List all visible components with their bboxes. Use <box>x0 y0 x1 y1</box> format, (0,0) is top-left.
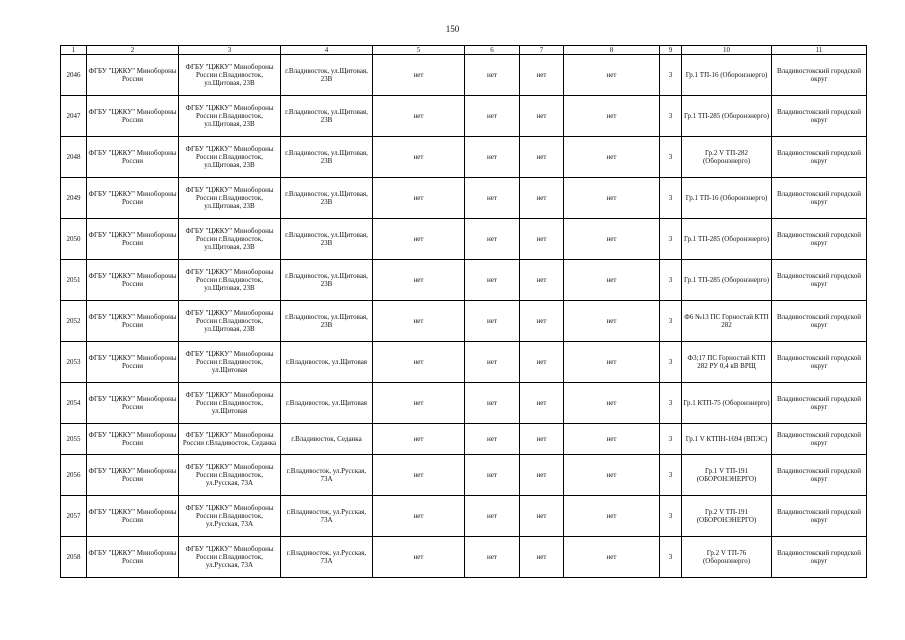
col8-cell: нет <box>564 55 660 96</box>
col7-cell: нет <box>520 537 564 578</box>
power-source-cell: Гр.2 V ТП-191 (ОБОРОНЭНЕРГО) <box>682 496 772 537</box>
col9-cell: 3 <box>660 55 682 96</box>
power-source-cell: Гр.1 ТП-285 (Оборонэнерго) <box>682 96 772 137</box>
operator-cell: ФГБУ "ЦЖКУ" Минобороны России г.Владивосток, ул.Щитовая <box>179 383 281 424</box>
table-row <box>61 496 867 537</box>
table-row <box>61 55 867 96</box>
col7-cell: нет <box>520 219 564 260</box>
col9-cell: 3 <box>660 219 682 260</box>
col6-cell: нет <box>465 496 520 537</box>
col5-cell: нет <box>373 383 465 424</box>
column-number: 4 <box>281 46 373 55</box>
col9-cell: 3 <box>660 424 682 455</box>
district-cell: Владивостокский городской округ <box>772 55 867 96</box>
column-number: 6 <box>465 46 520 55</box>
district-cell: Владивостокский городской округ <box>772 96 867 137</box>
col5-cell: нет <box>373 96 465 137</box>
row-number-cell: 2057 <box>61 496 87 537</box>
col5-cell: нет <box>373 537 465 578</box>
owner-cell: ФГБУ "ЦЖКУ" Минобороны России <box>87 496 179 537</box>
district-cell: Владивостокский городской округ <box>772 424 867 455</box>
col6-cell: нет <box>465 537 520 578</box>
col5-cell: нет <box>373 455 465 496</box>
col6-cell: нет <box>465 342 520 383</box>
column-number: 5 <box>373 46 465 55</box>
col8-cell: нет <box>564 96 660 137</box>
col5-cell: нет <box>373 219 465 260</box>
col6-cell: нет <box>465 383 520 424</box>
col9-cell: 3 <box>660 260 682 301</box>
column-number: 2 <box>87 46 179 55</box>
owner-cell: ФГБУ "ЦЖКУ" Минобороны России <box>87 342 179 383</box>
operator-cell: ФГБУ "ЦЖКУ" Минобороны России г.Владивосток, Седанка <box>179 424 281 455</box>
address-cell: г.Владивосток, ул.Щитовая, 23В <box>281 260 373 301</box>
address-cell: г.Владивосток, ул.Русская, 73А <box>281 537 373 578</box>
col8-cell: нет <box>564 137 660 178</box>
table-row <box>61 219 867 260</box>
power-source-cell: Гр.1 V ТП-191 (ОБОРОНЭНЕРГО) <box>682 455 772 496</box>
col8-cell: нет <box>564 301 660 342</box>
table-row <box>61 537 867 578</box>
operator-cell: ФГБУ "ЦЖКУ" Минобороны России г.Владивосток, ул.Русская, 73А <box>179 455 281 496</box>
table-row <box>61 424 867 455</box>
col5-cell: нет <box>373 301 465 342</box>
power-source-cell: Гр.1 ТП-16 (Оборонэнерго) <box>682 55 772 96</box>
power-source-cell: Гр.1 КТП-75 (Оборонэнерго) <box>682 383 772 424</box>
row-number-cell: 2056 <box>61 455 87 496</box>
address-cell: г.Владивосток, ул.Щитовая, 23В <box>281 178 373 219</box>
district-cell: Владивостокский городской округ <box>772 496 867 537</box>
col8-cell: нет <box>564 383 660 424</box>
district-cell: Владивостокский городской округ <box>772 537 867 578</box>
col7-cell: нет <box>520 96 564 137</box>
row-number-cell: 2055 <box>61 424 87 455</box>
col8-cell: нет <box>564 496 660 537</box>
column-number: 3 <box>179 46 281 55</box>
col5-cell: нет <box>373 55 465 96</box>
col5-cell: нет <box>373 260 465 301</box>
col8-cell: нет <box>564 219 660 260</box>
power-source-cell: Ф6 №13 ПС Горностай КТП 282 <box>682 301 772 342</box>
district-cell: Владивостокский городской округ <box>772 219 867 260</box>
address-cell: г.Владивосток, ул.Русская, 73А <box>281 455 373 496</box>
column-number: 8 <box>564 46 660 55</box>
table-row <box>61 137 867 178</box>
row-number-cell: 2058 <box>61 537 87 578</box>
col6-cell: нет <box>465 178 520 219</box>
table-row <box>61 96 867 137</box>
operator-cell: ФГБУ "ЦЖКУ" Минобороны России г.Владивосток, ул.Щитовая, 23В <box>179 137 281 178</box>
power-source-cell: Гр.1 ТП-285 (Оборонэнерго) <box>682 260 772 301</box>
row-number-cell: 2048 <box>61 137 87 178</box>
column-number: 7 <box>520 46 564 55</box>
col5-cell: нет <box>373 178 465 219</box>
table-row <box>61 260 867 301</box>
row-number-cell: 2053 <box>61 342 87 383</box>
col6-cell: нет <box>465 260 520 301</box>
row-number-cell: 2046 <box>61 55 87 96</box>
col8-cell: нет <box>564 424 660 455</box>
operator-cell: ФГБУ "ЦЖКУ" Минобороны России г.Владивосток, ул.Щитовая, 23В <box>179 96 281 137</box>
power-source-cell: Гр.2 V ТП-282 (Оборонэнерго) <box>682 137 772 178</box>
col9-cell: 3 <box>660 178 682 219</box>
address-cell: г.Владивосток, Седанка <box>281 424 373 455</box>
power-source-cell: Гр.1 V КТПН-1694 (ВПЭС) <box>682 424 772 455</box>
operator-cell: ФГБУ "ЦЖКУ" Минобороны России г.Владивосток, ул.Щитовая, 23В <box>179 55 281 96</box>
col7-cell: нет <box>520 55 564 96</box>
col9-cell: 3 <box>660 455 682 496</box>
column-number: 10 <box>682 46 772 55</box>
col7-cell: нет <box>520 342 564 383</box>
col8-cell: нет <box>564 178 660 219</box>
address-cell: г.Владивосток, ул.Щитовая <box>281 383 373 424</box>
district-cell: Владивостокский городской округ <box>772 301 867 342</box>
address-cell: г.Владивосток, ул.Щитовая, 23В <box>281 96 373 137</box>
district-cell: Владивостокский городской округ <box>772 137 867 178</box>
row-number-cell: 2052 <box>61 301 87 342</box>
row-number-cell: 2051 <box>61 260 87 301</box>
owner-cell: ФГБУ "ЦЖКУ" Минобороны России <box>87 96 179 137</box>
col7-cell: нет <box>520 455 564 496</box>
col7-cell: нет <box>520 260 564 301</box>
operator-cell: ФГБУ "ЦЖКУ" Минобороны России г.Владивосток, ул.Русская, 73А <box>179 537 281 578</box>
col6-cell: нет <box>465 219 520 260</box>
table-row <box>61 301 867 342</box>
col5-cell: нет <box>373 137 465 178</box>
col9-cell: 3 <box>660 301 682 342</box>
owner-cell: ФГБУ "ЦЖКУ" Минобороны России <box>87 424 179 455</box>
owner-cell: ФГБУ "ЦЖКУ" Минобороны России <box>87 537 179 578</box>
district-cell: Владивостокский городской округ <box>772 178 867 219</box>
page-number: 150 <box>445 24 460 34</box>
owner-cell: ФГБУ "ЦЖКУ" Минобороны России <box>87 383 179 424</box>
row-number-cell: 2050 <box>61 219 87 260</box>
col8-cell: нет <box>564 260 660 301</box>
col6-cell: нет <box>465 301 520 342</box>
district-cell: Владивостокский городской округ <box>772 383 867 424</box>
owner-cell: ФГБУ "ЦЖКУ" Минобороны России <box>87 301 179 342</box>
power-source-cell: Гр.2 V ТП-76 (Оборонэнерго) <box>682 537 772 578</box>
owner-cell: ФГБУ "ЦЖКУ" Минобороны России <box>87 178 179 219</box>
row-number-cell: 2049 <box>61 178 87 219</box>
col7-cell: нет <box>520 424 564 455</box>
operator-cell: ФГБУ "ЦЖКУ" Минобороны России г.Владивосток, ул.Щитовая, 23В <box>179 301 281 342</box>
district-cell: Владивостокский городской округ <box>772 342 867 383</box>
address-cell: г.Владивосток, ул.Щитовая <box>281 342 373 383</box>
col6-cell: нет <box>465 96 520 137</box>
address-cell: г.Владивосток, ул.Щитовая, 23В <box>281 219 373 260</box>
registry-table <box>60 45 867 578</box>
column-number-row <box>61 46 867 55</box>
col7-cell: нет <box>520 137 564 178</box>
district-cell: Владивостокский городской округ <box>772 260 867 301</box>
col8-cell: нет <box>564 537 660 578</box>
operator-cell: ФГБУ "ЦЖКУ" Минобороны России г.Владивосток, ул.Щитовая <box>179 342 281 383</box>
table-row <box>61 178 867 219</box>
table-row <box>61 342 867 383</box>
address-cell: г.Владивосток, ул.Русская, 73А <box>281 496 373 537</box>
col9-cell: 3 <box>660 137 682 178</box>
owner-cell: ФГБУ "ЦЖКУ" Минобороны России <box>87 455 179 496</box>
address-cell: г.Владивосток, ул.Щитовая, 23В <box>281 137 373 178</box>
row-number-cell: 2047 <box>61 96 87 137</box>
row-number-cell: 2054 <box>61 383 87 424</box>
col7-cell: нет <box>520 383 564 424</box>
address-cell: г.Владивосток, ул.Щитовая, 23В <box>281 301 373 342</box>
owner-cell: ФГБУ "ЦЖКУ" Минобороны России <box>87 260 179 301</box>
district-cell: Владивостокский городской округ <box>772 455 867 496</box>
col9-cell: 3 <box>660 537 682 578</box>
col5-cell: нет <box>373 496 465 537</box>
power-source-cell: Гр.1 ТП-285 (Оборонэнерго) <box>682 219 772 260</box>
col6-cell: нет <box>465 55 520 96</box>
col7-cell: нет <box>520 496 564 537</box>
col9-cell: 3 <box>660 496 682 537</box>
col9-cell: 3 <box>660 383 682 424</box>
col8-cell: нет <box>564 342 660 383</box>
operator-cell: ФГБУ "ЦЖКУ" Минобороны России г.Владивосток, ул.Щитовая, 23В <box>179 219 281 260</box>
column-number: 1 <box>61 46 87 55</box>
operator-cell: ФГБУ "ЦЖКУ" Минобороны России г.Владивосток, ул.Русская, 73А <box>179 496 281 537</box>
col6-cell: нет <box>465 455 520 496</box>
col8-cell: нет <box>564 455 660 496</box>
col7-cell: нет <box>520 178 564 219</box>
owner-cell: ФГБУ "ЦЖКУ" Минобороны России <box>87 55 179 96</box>
column-number: 11 <box>772 46 867 55</box>
operator-cell: ФГБУ "ЦЖКУ" Минобороны России г.Владивосток, ул.Щитовая, 23В <box>179 178 281 219</box>
address-cell: г.Владивосток, ул.Щитовая, 23В <box>281 55 373 96</box>
col6-cell: нет <box>465 137 520 178</box>
col9-cell: 3 <box>660 342 682 383</box>
power-source-cell: Гр.1 ТП-16 (Оборонэнерго) <box>682 178 772 219</box>
col5-cell: нет <box>373 342 465 383</box>
owner-cell: ФГБУ "ЦЖКУ" Минобороны России <box>87 137 179 178</box>
operator-cell: ФГБУ "ЦЖКУ" Минобороны России г.Владивосток, ул.Щитовая, 23В <box>179 260 281 301</box>
col7-cell: нет <box>520 301 564 342</box>
table-row <box>61 455 867 496</box>
col5-cell: нет <box>373 424 465 455</box>
col6-cell: нет <box>465 424 520 455</box>
column-number: 9 <box>660 46 682 55</box>
owner-cell: ФГБУ "ЦЖКУ" Минобороны России <box>87 219 179 260</box>
power-source-cell: Ф3;17 ПС Горностай КТП 282 РУ 0,4 кВ ВРЩ <box>682 342 772 383</box>
col9-cell: 3 <box>660 96 682 137</box>
table-row <box>61 383 867 424</box>
